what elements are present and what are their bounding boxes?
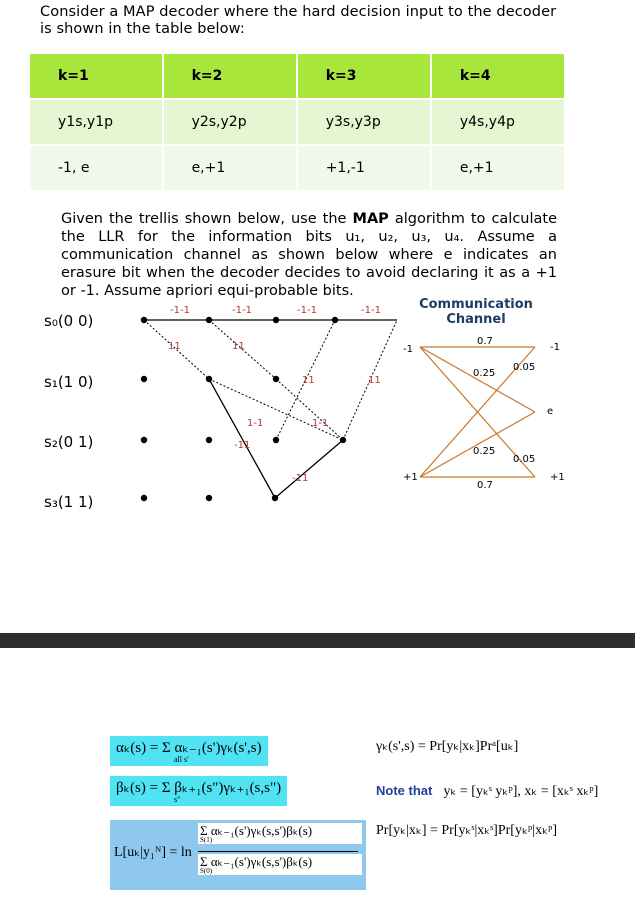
- alpha-equation: [110, 736, 268, 766]
- intro-text: Consider a MAP decoder where the hard decision input to the decoder is shown in the table below:: [40, 4, 557, 37]
- llr-den-text: Σ αₖ₋₁(s')γₖ(s,s')βₖ(s): [200, 854, 313, 869]
- branch-label: -11: [292, 473, 309, 484]
- note-equation: yₖ = [yₖˢ yₖᵖ], xₖ = [xₖˢ xₖᵖ]: [443, 784, 599, 799]
- channel-output-mid: e: [547, 406, 554, 417]
- trellis-branch: [209, 379, 275, 498]
- llr-numerator: [198, 823, 362, 844]
- branch-label: -1-1: [232, 305, 252, 316]
- table-cell-value: -1, e: [30, 145, 163, 190]
- prob-equation: Pr[yₖ|xₖ] = Pr[yₖˢ|xₖˢ]Pr[yₖᵖ|xₖᵖ]: [376, 823, 558, 838]
- state-label-s2: s₂(0 1): [44, 433, 94, 451]
- trellis-branch: [275, 440, 343, 498]
- channel-output-top: -1: [550, 342, 560, 353]
- given-part2: algorithm to calculate the LLR for the information bits u₁, u₂, u₃, u₄. Assume a communication channel as shown below where e indicates an erasure bit when the decoder decides to avoid declaring it as a +1 or -1. Assume apriori equi-probable bits.: [61, 211, 558, 299]
- table-header: k=4: [431, 54, 565, 99]
- beta-equation: [110, 776, 287, 806]
- llr-equation: [110, 820, 366, 890]
- trellis-node: [206, 317, 212, 323]
- channel-edge: [420, 412, 535, 477]
- trellis-node: [206, 495, 212, 501]
- table-header: k=2: [163, 54, 297, 99]
- prob-erase-top: 0.05: [513, 362, 536, 373]
- channel-title-line2: Channel: [446, 312, 506, 327]
- slide-divider: [0, 633, 635, 648]
- state-label-s1: s₁(1 0): [44, 373, 94, 391]
- alpha-eq-text: αₖ(s) = Σ αₖ₋₁(s')γₖ(s',s): [116, 740, 262, 756]
- branch-label: 1-1: [247, 418, 264, 429]
- branch-label: 11: [232, 341, 245, 352]
- branch-label: 11: [368, 375, 381, 386]
- table-header: k=1: [30, 54, 163, 99]
- table-cell-symbol: y4s,y4p: [431, 99, 565, 145]
- branch-label: 11: [168, 341, 181, 352]
- llr-num-sub: S(1): [200, 836, 213, 844]
- trellis-node: [206, 376, 212, 382]
- trellis-node: [273, 437, 279, 443]
- table-cell-symbol: y3s,y3p: [297, 99, 431, 145]
- state-label-s0: s₀(0 0): [44, 312, 94, 330]
- table-cell-value: +1,-1: [297, 145, 431, 190]
- trellis-node: [272, 495, 278, 501]
- trellis-node: [332, 317, 338, 323]
- channel-diagram: [395, 330, 580, 500]
- prob-bottom: 0.7: [477, 480, 493, 491]
- branch-label: -1-1: [170, 305, 190, 316]
- branch-label: -1-1: [297, 305, 317, 316]
- trellis-node: [273, 376, 279, 382]
- trellis-node: [141, 317, 147, 323]
- trellis-node: [141, 495, 147, 501]
- branch-label: 1-1: [312, 418, 329, 429]
- llr-num-text: Σ αₖ₋₁(s')γₖ(s,s')βₖ(s): [200, 823, 313, 838]
- table-cell-value: e,+1: [431, 145, 565, 190]
- channel-input-top: -1: [403, 344, 413, 355]
- beta-eq-sub: s": [174, 795, 181, 804]
- given-part1: Given the trellis shown below, use the: [61, 211, 347, 227]
- llr-den-sub: S(0): [200, 867, 213, 875]
- trellis-node: [340, 437, 346, 443]
- beta-eq-text: βₖ(s) = Σ βₖ₊₁(s")γₖ₊₁(s,s"): [116, 780, 282, 796]
- trellis-branch: [276, 379, 343, 440]
- branch-label: 11: [302, 375, 315, 386]
- trellis-node: [206, 437, 212, 443]
- llr-lhs: L[uₖ|y₁ᴺ] = ln: [114, 845, 192, 860]
- note-label: Note that: [376, 783, 433, 798]
- table-cell-symbol: y1s,y1p: [30, 99, 163, 145]
- channel-title: [414, 297, 538, 327]
- channel-input-bottom: +1: [403, 472, 418, 483]
- prob-cross-top: 0.25: [473, 368, 496, 379]
- channel-title-line1: Communication: [419, 297, 533, 312]
- channel-output-bottom: +1: [550, 472, 565, 483]
- trellis-branch: [209, 379, 343, 440]
- channel-edge: [420, 347, 535, 412]
- branch-label: -1-1: [361, 305, 381, 316]
- branch-label: -11: [234, 440, 251, 451]
- given-bold: MAP: [352, 211, 389, 227]
- alpha-eq-sub: all s': [174, 755, 189, 764]
- note-line: [376, 780, 598, 800]
- trellis-node: [141, 376, 147, 382]
- trellis-node: [273, 317, 279, 323]
- table-header: k=3: [297, 54, 431, 99]
- gamma-equation: γₖ(s',s) = Pr[yₖ|xₖ]Prᵃ[uₖ]: [376, 739, 519, 754]
- table-cell-value: e,+1: [163, 145, 297, 190]
- state-label-s3: s₃(1 1): [44, 493, 94, 511]
- prob-erase-bottom: 0.05: [513, 454, 536, 465]
- prob-top: 0.7: [477, 336, 493, 347]
- llr-denominator: [198, 854, 362, 875]
- fraction-bar: [198, 851, 358, 852]
- table-cell-symbol: y2s,y2p: [163, 99, 297, 145]
- prob-cross-bottom: 0.25: [473, 446, 496, 457]
- trellis-node: [141, 437, 147, 443]
